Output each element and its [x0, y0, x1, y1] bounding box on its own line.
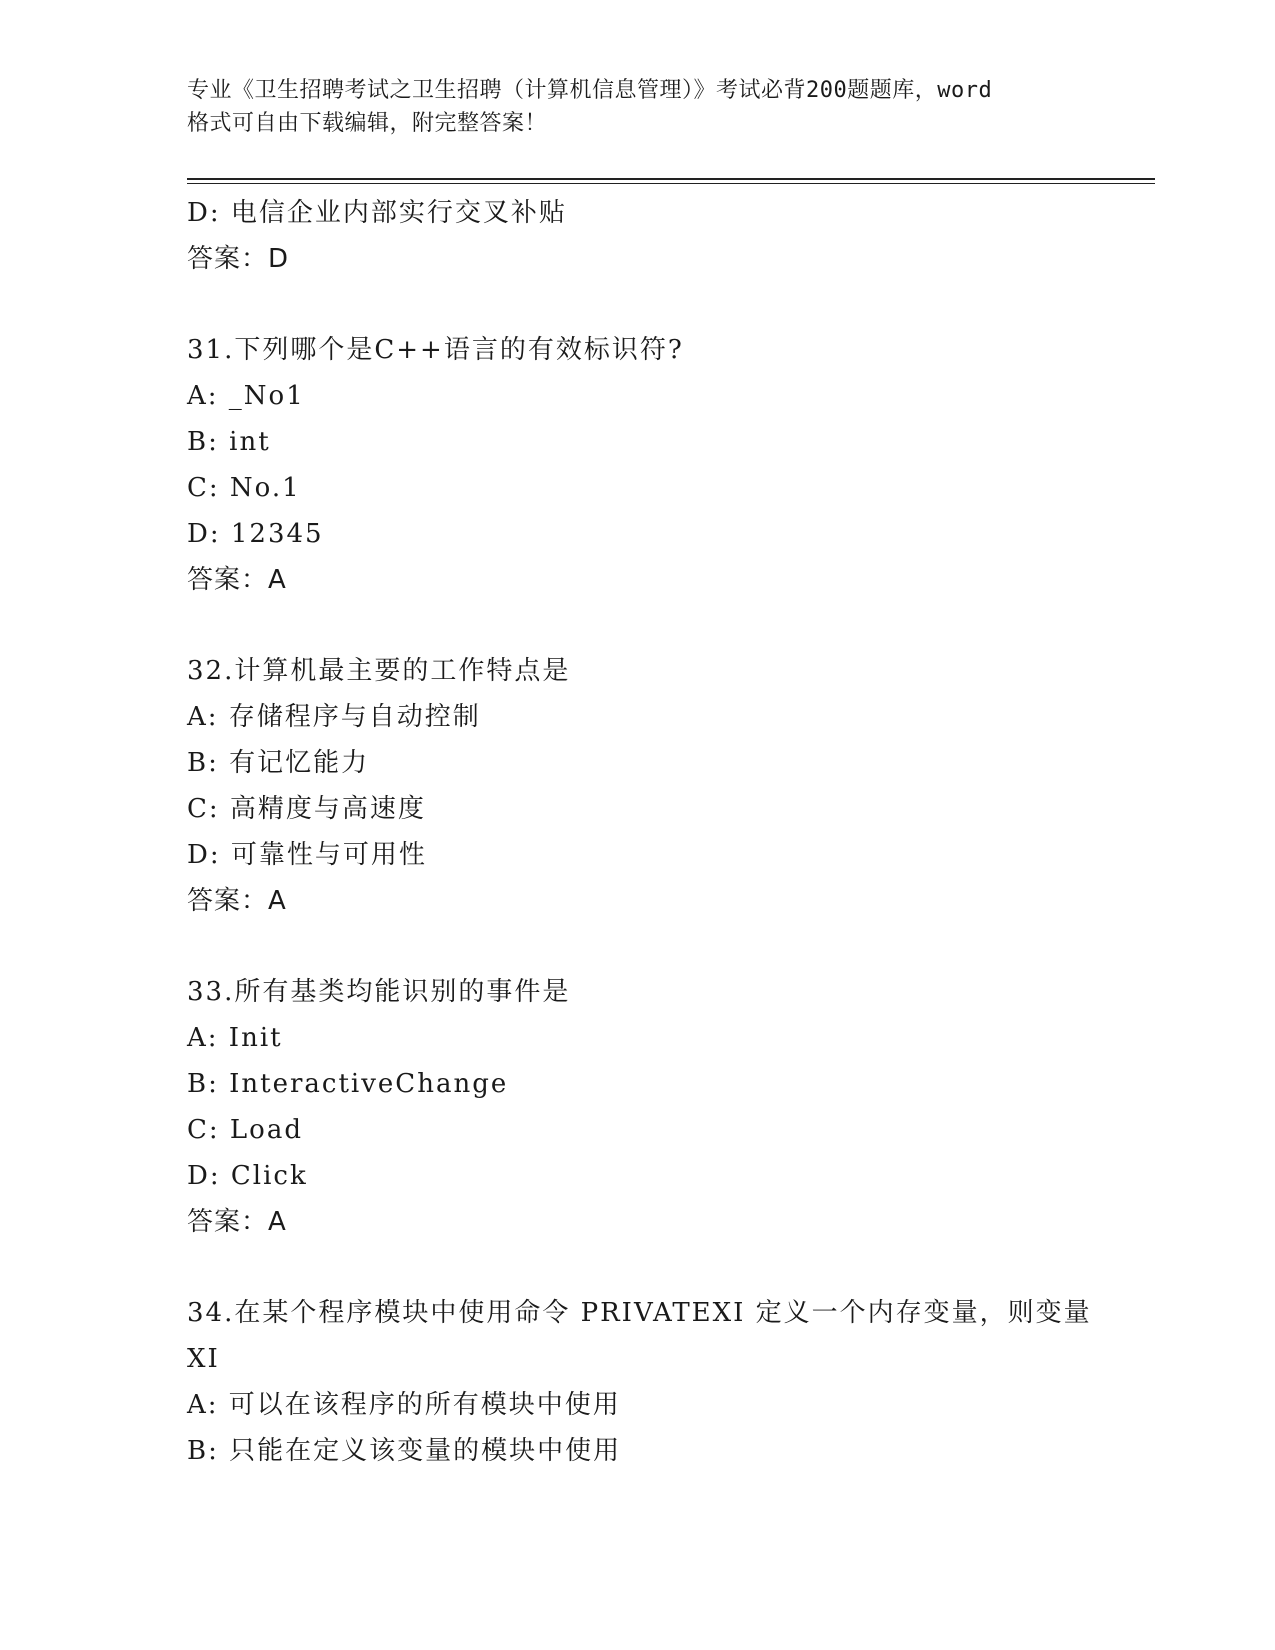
header-divider-thin — [187, 183, 1155, 184]
document-header — [187, 74, 1087, 140]
answer-label: 答案：A — [187, 565, 287, 595]
question-text: 31.下列哪个是C++语言的有效标识符? — [187, 335, 684, 365]
answer-label: 答案：A — [187, 886, 287, 916]
option-b: B: 只能在定义该变量的模块中使用 — [187, 1436, 622, 1466]
header-line-2: 格式可自由下载编辑，附完整答案！ — [187, 111, 548, 136]
question-text: 33.所有基类均能识别的事件是 — [187, 977, 571, 1007]
option-a: A: _No1 — [187, 381, 305, 411]
answer-label: 答案：D — [187, 244, 290, 274]
option-a: A: Init — [187, 1023, 283, 1053]
option-d: D: 可靠性与可用性 — [187, 840, 427, 870]
question-block-33 — [187, 969, 1155, 1245]
answer-label: 答案：A — [187, 1207, 287, 1237]
spacer — [187, 282, 1155, 327]
question-block-prev — [187, 190, 1155, 282]
spacer — [187, 924, 1155, 969]
spacer — [187, 1245, 1155, 1290]
option-c: C: Load — [187, 1115, 303, 1145]
option-b: B: int — [187, 427, 271, 457]
option-c: C: No.1 — [187, 473, 301, 503]
header-line-1: 专业《卫生招聘考试之卫生招聘（计算机信息管理）》考试必背200题题库，word — [187, 78, 993, 103]
question-block-34 — [187, 1290, 1155, 1474]
spacer — [187, 603, 1155, 648]
question-block-32 — [187, 648, 1155, 924]
question-block-31 — [187, 327, 1155, 603]
question-list — [187, 190, 1155, 1474]
option-d: D: 12345 — [187, 519, 324, 549]
option-b: B: 有记忆能力 — [187, 748, 370, 778]
question-text-line-1: 34.在某个程序模块中使用命令 PRIVATEXI 定义一个内存变量，则变量 — [187, 1298, 1092, 1328]
option-d: D: 电信企业内部实行交叉补贴 — [187, 198, 567, 228]
option-b: B: InteractiveChange — [187, 1069, 509, 1099]
header-divider-thick — [187, 178, 1155, 180]
option-c: C: 高精度与高速度 — [187, 794, 426, 824]
question-text: 32.计算机最主要的工作特点是 — [187, 656, 571, 686]
option-a: A: 可以在该程序的所有模块中使用 — [187, 1390, 621, 1420]
option-d: D: Click — [187, 1161, 308, 1191]
option-a: A: 存储程序与自动控制 — [187, 702, 481, 732]
question-text-line-2: XI — [187, 1344, 220, 1374]
